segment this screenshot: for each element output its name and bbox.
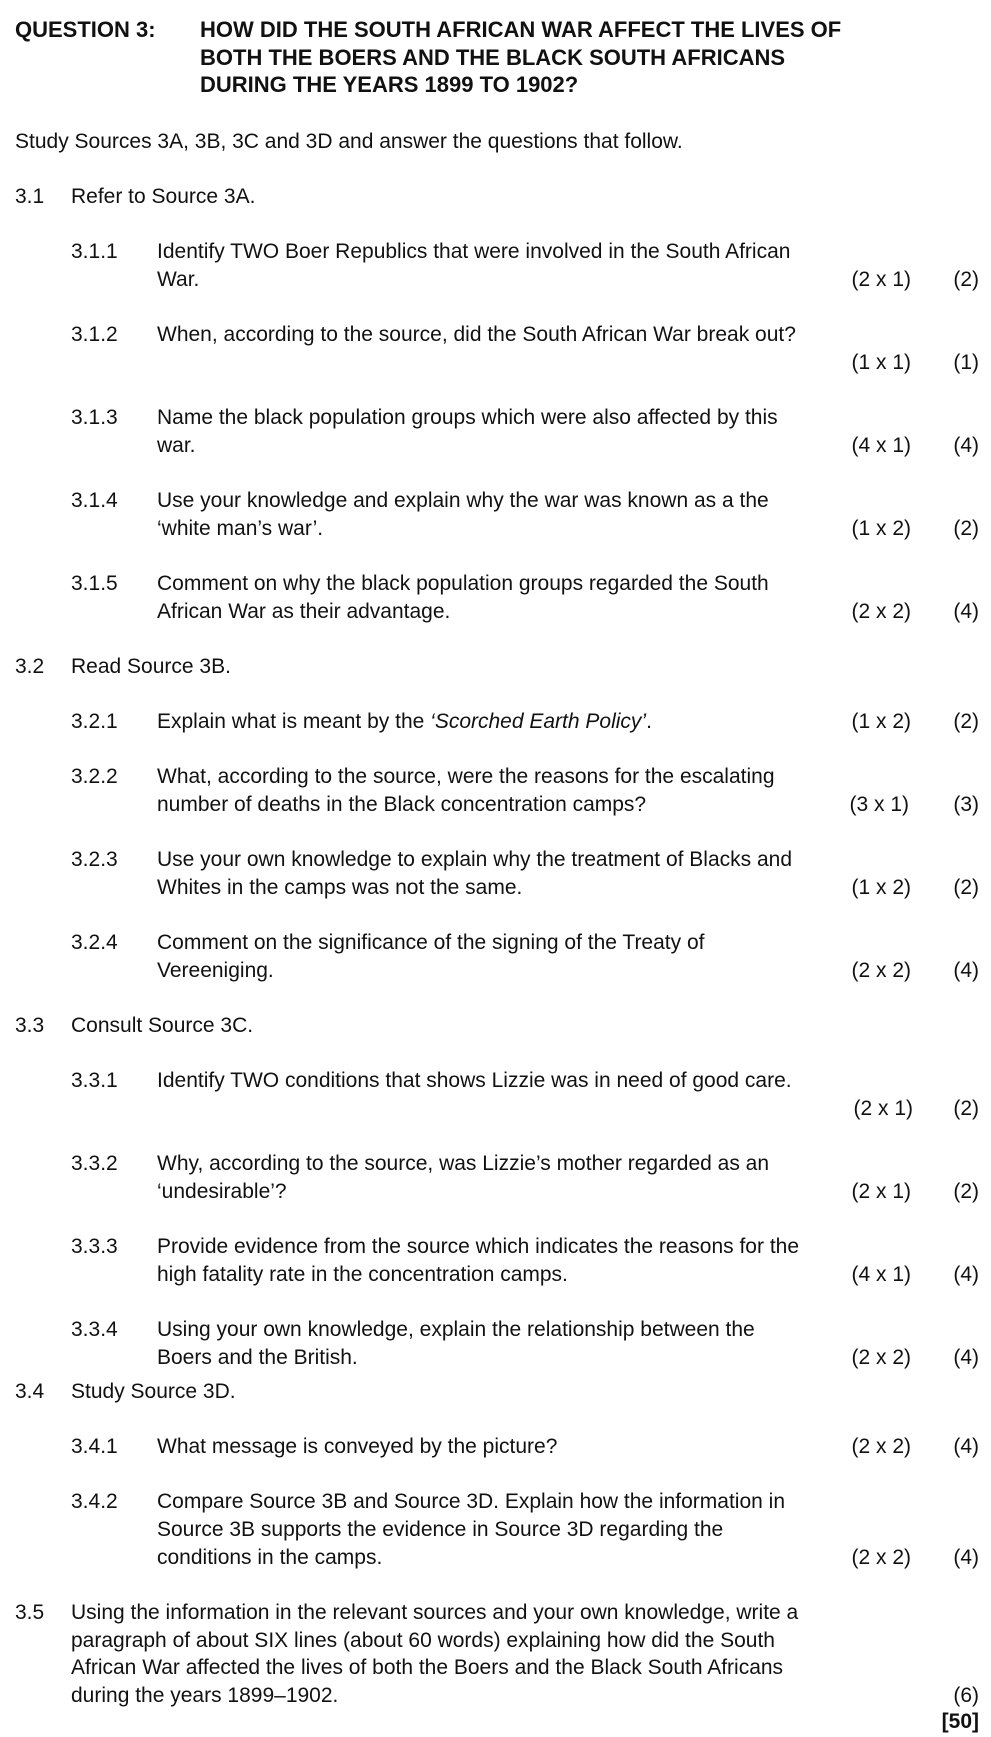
mark-calc: (2 x 2): [851, 1435, 911, 1458]
paragraph-text: paragraph of about SIX lines (about 60 words) explaining how did the South: [71, 1629, 775, 1652]
question-number: 3.1.5: [71, 572, 118, 595]
paragraph-text: during the years 1899–1902.: [71, 1684, 339, 1707]
question-number: 3.2.1: [71, 710, 118, 733]
question-text: high fatality rate in the concentration camps.: [157, 1263, 568, 1286]
mark-calc: (2 x 1): [851, 268, 911, 291]
question-number: 3.3.3: [71, 1235, 118, 1258]
mark-calc: (1 x 2): [851, 517, 911, 540]
question-number: 3.4.2: [71, 1490, 118, 1513]
question-number: 3.1.3: [71, 406, 118, 429]
paragraph-text: African War affected the lives of both the Boers and the Black South Africans: [71, 1656, 784, 1679]
mark-total: (4): [953, 1346, 979, 1369]
mark-total: (2): [953, 876, 979, 899]
question-text-end: .: [646, 710, 652, 733]
mark-calc: (1 x 2): [851, 710, 911, 733]
mark-calc: (2 x 2): [851, 1546, 911, 1569]
question-title-line-3: DURING THE YEARS 1899 TO 1902?: [200, 72, 579, 97]
mark-total: (2): [953, 268, 979, 291]
question-text: Use your own knowledge to explain why the treatment of Blacks and: [157, 848, 793, 871]
question-text: ‘white man’s war’.: [157, 517, 324, 540]
question-text: number of deaths in the Black concentration camps?: [157, 793, 647, 816]
section-number: 3.2: [15, 655, 45, 678]
question-total: [50]: [941, 1710, 979, 1733]
question-title-line-1: HOW DID THE SOUTH AFRICAN WAR AFFECT THE LIVES OF: [200, 17, 842, 42]
section-title: Consult Source 3C.: [71, 1014, 254, 1037]
question-number: 3.4.1: [71, 1435, 118, 1458]
question-text: What, according to the source, were the reasons for the escalating: [157, 765, 775, 788]
question-number: 3.3.1: [71, 1069, 118, 1092]
question-number: 3.2.4: [71, 931, 118, 954]
section-number: 3.5: [15, 1601, 45, 1624]
question-text: Source 3B supports the evidence in Source 3D regarding the: [157, 1518, 724, 1541]
mark-calc: (2 x 1): [851, 1180, 911, 1203]
mark-total: (4): [953, 1263, 979, 1286]
question-text: Vereeniging.: [157, 959, 274, 982]
question-label: QUESTION 3:: [15, 17, 156, 42]
mark-calc: (2 x 2): [851, 600, 911, 623]
question-text: Name the black population groups which were also affected by this: [157, 406, 778, 429]
mark-calc: (2 x 2): [851, 959, 911, 982]
question-number: 3.2.3: [71, 848, 118, 871]
question-text: Whites in the camps was not the same.: [157, 876, 523, 899]
mark-total: (4): [953, 1435, 979, 1458]
mark-calc: (1 x 1): [851, 351, 911, 374]
question-text: Identify TWO Boer Republics that were involved in the South African: [157, 240, 791, 263]
mark-total: (4): [953, 1546, 979, 1569]
section-title: Read Source 3B.: [71, 655, 231, 678]
question-number: 3.2.2: [71, 765, 118, 788]
question-text: Identify TWO conditions that shows Lizzie was in need of good care.: [157, 1069, 792, 1092]
question-text: Compare Source 3B and Source 3D. Explain how the information in: [157, 1490, 786, 1513]
section-number: 3.1: [15, 185, 45, 208]
question-text: African War as their advantage.: [157, 600, 451, 623]
mark-total: (4): [953, 959, 979, 982]
mark-calc: (4 x 1): [851, 434, 911, 457]
question-text: Comment on the significance of the signing of the Treaty of: [157, 931, 705, 954]
question-text: war.: [157, 434, 196, 457]
question-text: When, according to the source, did the South African War break out?: [157, 323, 796, 346]
question-number: 3.1.2: [71, 323, 118, 346]
mark-calc: (1 x 2): [851, 876, 911, 899]
paragraph-text: Using the information in the relevant sources and your own knowledge, write a: [71, 1601, 799, 1624]
mark-calc: (2 x 2): [851, 1346, 911, 1369]
question-text: Use your knowledge and explain why the war was known as a the: [157, 489, 769, 512]
question-number: 3.3.2: [71, 1152, 118, 1175]
question-text: conditions in the camps.: [157, 1546, 383, 1569]
mark-total: (3): [953, 793, 979, 816]
section-title: Refer to Source 3A.: [71, 185, 256, 208]
question-text: [157, 708, 652, 736]
question-text: War.: [157, 268, 200, 291]
question-text-italic: ‘Scorched Earth Policy’: [430, 710, 647, 733]
question-number: 3.1.1: [71, 240, 118, 263]
question-number: 3.3.4: [71, 1318, 118, 1341]
mark-calc: (4 x 1): [851, 1263, 911, 1286]
mark-calc: (3 x 1): [849, 793, 909, 816]
question-number: 3.1.4: [71, 489, 118, 512]
question-text: Comment on why the black population groups regarded the South: [157, 572, 769, 595]
question-text: ‘undesirable’?: [157, 1180, 287, 1203]
mark-total: (2): [953, 1097, 979, 1120]
section-number: 3.3: [15, 1014, 45, 1037]
mark-total: (2): [953, 517, 979, 540]
intro-text: Study Sources 3A, 3B, 3C and 3D and answer the questions that follow.: [15, 130, 683, 153]
question-text: Why, according to the source, was Lizzie’s mother regarded as an: [157, 1152, 770, 1175]
mark-total: (2): [953, 710, 979, 733]
mark-total: (4): [953, 434, 979, 457]
section-number: 3.4: [15, 1380, 45, 1403]
mark-calc: (2 x 1): [853, 1097, 913, 1120]
mark-total: (6): [953, 1684, 979, 1707]
mark-total: (1): [953, 351, 979, 374]
question-text: What message is conveyed by the picture?: [157, 1435, 558, 1458]
question-text-plain: Explain what is meant by the: [157, 710, 431, 733]
question-text: Provide evidence from the source which indicates the reasons for the: [157, 1235, 800, 1258]
mark-total: (2): [953, 1180, 979, 1203]
section-title: Study Source 3D.: [71, 1380, 236, 1403]
question-title-line-2: BOTH THE BOERS AND THE BLACK SOUTH AFRICANS: [200, 45, 786, 70]
mark-total: (4): [953, 600, 979, 623]
question-text: Using your own knowledge, explain the relationship between the: [157, 1318, 755, 1341]
question-text: Boers and the British.: [157, 1346, 358, 1369]
